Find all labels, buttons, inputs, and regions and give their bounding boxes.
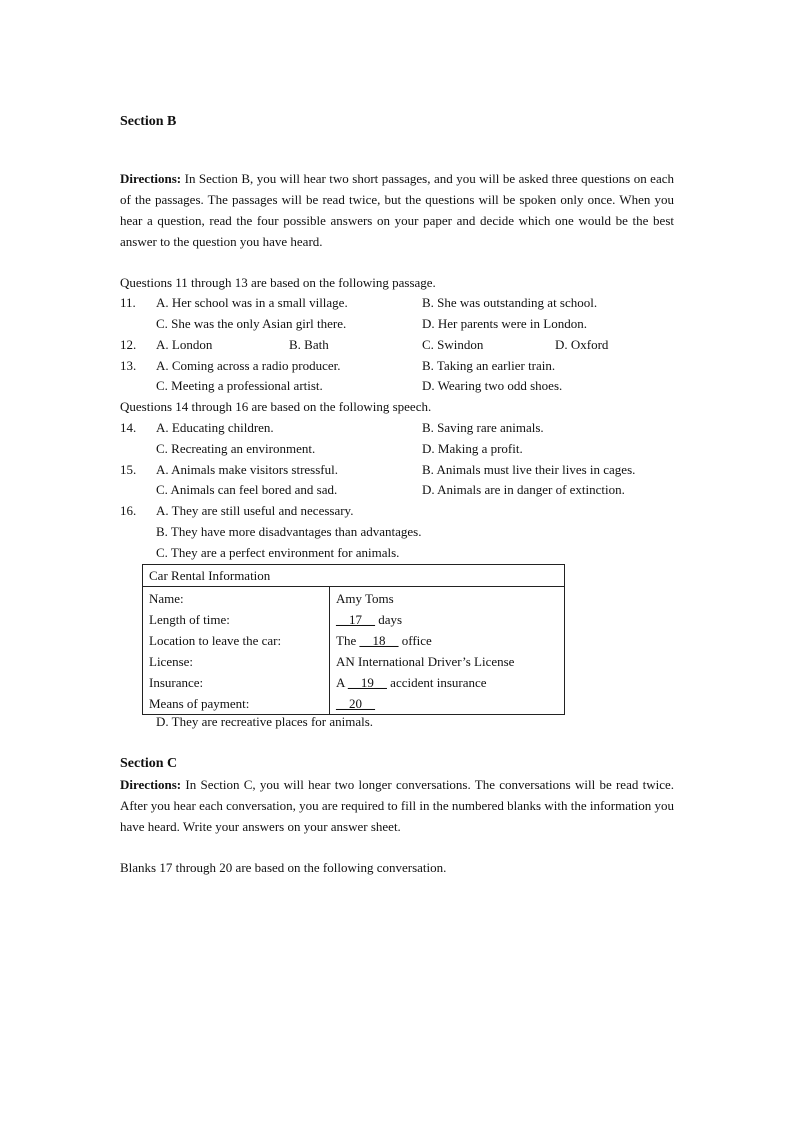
question-number: 14. [120,420,137,435]
blanks-intro: Blanks 17 through 20 are based on the following conversation. [120,860,447,875]
directions-text: In Section C, you will hear two longer conversations. The conversations will be read twice. After you hear each conversation, you are required to fill in the numbered blanks with the information you have heard. Write your answers on your answer sheet. [120,777,674,834]
option-b: B. Bath [289,337,329,352]
directions-text: In Section B, you will hear two short passages, and you will be asked three questions on each of the passages. The passages will be read twice, but the questions will be spoken only once. When you hear a question, read the four possible answers on your paper and decide which one would be the best answer to the question you have heard. [120,171,674,249]
questions-intro-passage: Questions 11 through 13 are based on the following passage. [120,275,436,290]
table-title: Car Rental Information [143,565,565,587]
table-row [143,651,565,672]
option-a: A. Coming across a radio producer. [156,358,341,373]
option-d: D. Wearing two odd shoes. [422,378,563,393]
question-number: 15. [120,462,137,477]
blank-19: __19__ [347,675,387,690]
option-c: C. Meeting a professional artist. [156,378,323,393]
row-label: Name: [143,587,330,610]
table-row [143,587,565,610]
value-prefix: A [336,675,348,690]
table-row [143,609,565,630]
section-c-directions [120,774,674,837]
row-label: Location to leave the car: [143,630,330,651]
value-prefix: The [336,633,360,648]
option-b: B. Taking an earlier train. [422,358,556,373]
option-c: C. They are a perfect environment for animals. [156,545,400,560]
question-number: 12. [120,337,137,352]
directions-label: Directions: [120,777,182,792]
questions-intro-speech: Questions 14 through 16 are based on the following speech. [120,399,432,414]
option-b: B. Animals must live their lives in cages. [422,462,636,477]
row-label: Means of payment: [143,693,330,715]
row-label: Insurance: [143,672,330,693]
option-b: B. They have more disadvantages than advantages. [156,524,422,539]
car-rental-table [142,564,565,715]
row-value [330,672,565,693]
option-b: B. She was outstanding at school. [422,295,598,310]
row-value: AN International Driver’s License [330,651,565,672]
option-a: A. Educating children. [156,420,274,435]
option-a: A. London [156,337,213,352]
table-row [143,630,565,651]
value-suffix: office [398,633,432,648]
option-d: D. Animals are in danger of extinction. [422,482,625,497]
option-d: D. Her parents were in London. [422,316,587,331]
option-c: C. She was the only Asian girl there. [156,316,347,331]
option-c: C. Animals can feel bored and sad. [156,482,338,497]
table-row [143,672,565,693]
option-a: A. They are still useful and necessary. [156,503,354,518]
option-c: C. Recreating an environment. [156,441,316,456]
option-d: D. Making a profit. [422,441,523,456]
option-d: D. They are recreative places for animals. [156,714,374,729]
section-b-directions [120,168,674,252]
section-c-heading: Section C [120,756,178,771]
blank-17: __17__ [336,612,375,627]
question-number: 13. [120,358,137,373]
row-value [330,609,565,630]
blank-18: __18__ [359,633,399,648]
question-number: 16. [120,503,137,518]
option-b: B. Saving rare animals. [422,420,544,435]
option-a: A. Her school was in a small village. [156,295,348,310]
option-d: D. Oxford [555,337,609,352]
option-a: A. Animals make visitors stressful. [156,462,338,477]
section-b-heading: Section B [120,114,177,129]
value-suffix: days [375,612,403,627]
row-label: Length of time: [143,609,330,630]
row-value [330,630,565,651]
question-number: 11. [120,295,136,310]
directions-label: Directions: [120,171,182,186]
row-label: License: [143,651,330,672]
option-c: C. Swindon [422,337,484,352]
row-value: Amy Toms [330,587,565,610]
value-suffix: accident insurance [386,675,487,690]
blank-20: __20__ [336,696,375,711]
